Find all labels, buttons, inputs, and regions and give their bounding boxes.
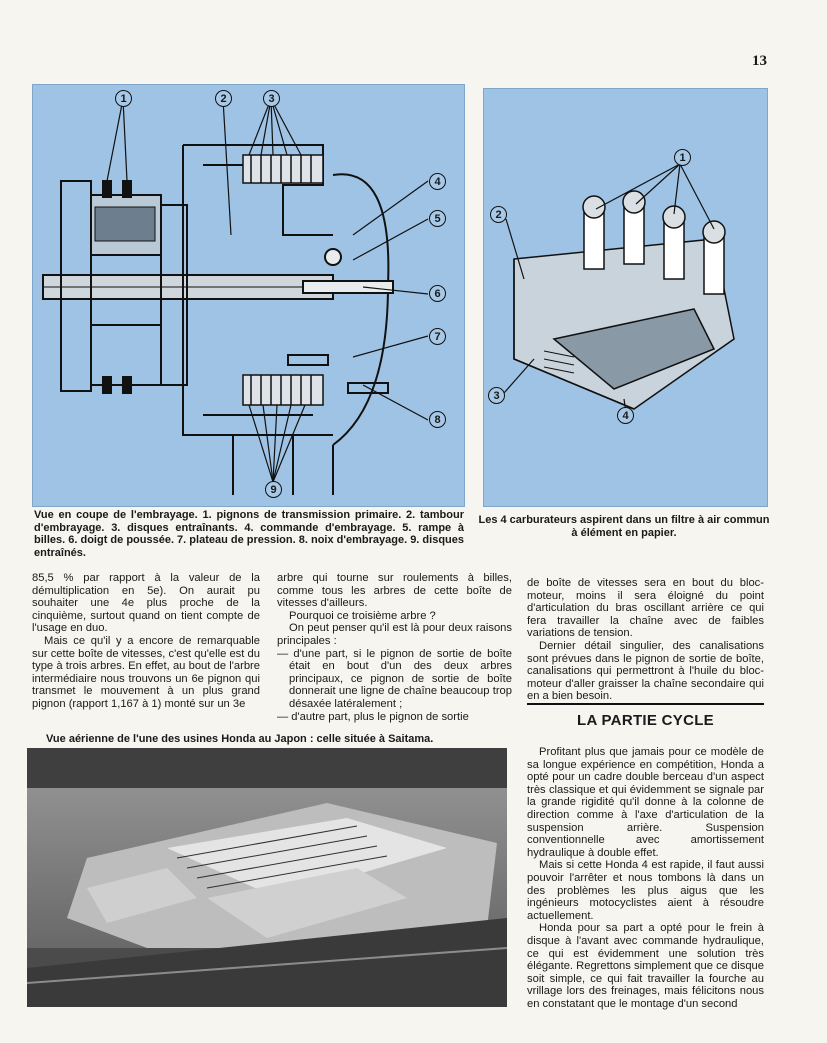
callout-4: 4 (617, 407, 634, 424)
callout-8: 8 (429, 411, 446, 428)
paragraph: arbre qui tourne sur roulements à billes, comme tous les arbres de cette boîte de vitesses d'ailleurs. (277, 572, 512, 610)
dash-item: — d'une part, si le pignon de sortie de boîte était en bout d'un des deux arbres principaux, ce pignon de sortie de boîte donnerait une ligne de chaîne beaucoup trop désaxée latéralement ; (277, 647, 512, 710)
factory-photo-caption: Vue aérienne de l'une des usines Honda au Japon : celle située à Saitama. (46, 733, 434, 745)
section-rule (527, 703, 764, 705)
text-column-1 (32, 572, 260, 711)
carburetors-drawing (484, 89, 767, 506)
callout-7: 7 (429, 328, 446, 345)
factory-aerial-photo (27, 748, 507, 1007)
callout-3: 3 (488, 387, 505, 404)
callout-2: 2 (215, 90, 232, 107)
paragraph: 85,5 % par rapport à la valeur de la démultiplication en 5e). On aurait pu souhaiter une 4e plus proche de la cinquième, surtout quand on tient compte de l'usage en duo. (32, 572, 260, 635)
paragraph: Dernier détail singulier, des canalisations sont prévues dans le pignon de sortie de boîte, canalisations qui permettront à l'huile du bloc-moteur d'aller graisser la chaîne secondaire qui en a bien besoin. (527, 639, 764, 703)
paragraph: Mais ce qu'il y a encore de remarquable sur cette boîte de vitesses, c'est qu'elle est du type à trois arbres. En effet, au bout de l'arbre intermédiaire nous trouvons un 6e pignon qui transmet le mouvement à un plus grand pignon (rapport 1,167 à 1) monté sur un 3e (32, 634, 260, 710)
paragraph: On peut penser qu'il est là pour deux raisons principales : (277, 622, 512, 647)
carburetors-figure-caption: Les 4 carburateurs aspirent dans un filtre à air commun à élément en papier. (478, 514, 770, 539)
clutch-cross-section-figure (32, 84, 465, 507)
text-column-2 (277, 572, 512, 723)
paragraph: Profitant plus que jamais pour ce modèle de sa longue expérience en compétition, Honda a opté pour un cadre double berceau d'un aspect très classique et qui évidemment se signale par la grande rigidité qu'il donne à la colonne de direction comme à l'axe d'articulation de la suspension arrière. Suspension conventionnelle avec amortissement hydraulique à double effet. (527, 746, 764, 859)
text-column-4 (527, 746, 764, 1010)
dash-item: — d'autre part, plus le pignon de sortie (277, 710, 469, 723)
paragraph: de boîte de vitesses sera en bout du bloc-moteur, moins il sera éloigné du point d'articulation du bras oscillant arrière ce qui fera travailler la chaîne avec de faibles variations de tension. (527, 577, 764, 640)
carburetors-figure (483, 88, 768, 507)
paragraph: Mais si cette Honda 4 est rapide, il faut aussi pouvoir l'arrêter et nous tombons là dans un des problèmes les plus aigus que les ingénieurs motocyclistes aient à résoudre actuellement. (527, 859, 764, 922)
paragraph: Pourquoi ce troisième arbre ? (289, 609, 436, 622)
factory-photo-drawing (27, 748, 507, 1007)
callout-9: 9 (265, 481, 282, 498)
callout-6: 6 (429, 285, 446, 302)
callout-4: 4 (429, 173, 446, 190)
callout-1: 1 (674, 149, 691, 166)
page-number: 13 (752, 53, 767, 69)
clutch-figure-caption: Vue en coupe de l'embrayage. 1. pignons de transmission primaire. 2. tambour d'embrayage. 3. disques entraînants. 4. commande d'embrayage. 5. rampe à billes. 6. doigt de poussée. 7. plateau de pression. 8. noix d'embrayage. 9. disques entraînés. (34, 509, 464, 559)
callout-2: 2 (490, 206, 507, 223)
callout-3: 3 (263, 90, 280, 107)
callout-5: 5 (429, 210, 446, 227)
callout-1: 1 (115, 90, 132, 107)
clutch-drawing (33, 85, 464, 506)
section-title: LA PARTIE CYCLE (576, 712, 714, 729)
text-column-3 (527, 577, 764, 703)
paragraph: Honda pour sa part a opté pour le frein à disque à l'avant avec commande hydraulique, ce qui est évidemment une solution très élégante. Regrettons simplement que ce disque soit simple, ce qui fait travailler la fourche au vrillage lors des freinages, mais félicitons nous en constatant que le montage d'un second (527, 922, 764, 1010)
